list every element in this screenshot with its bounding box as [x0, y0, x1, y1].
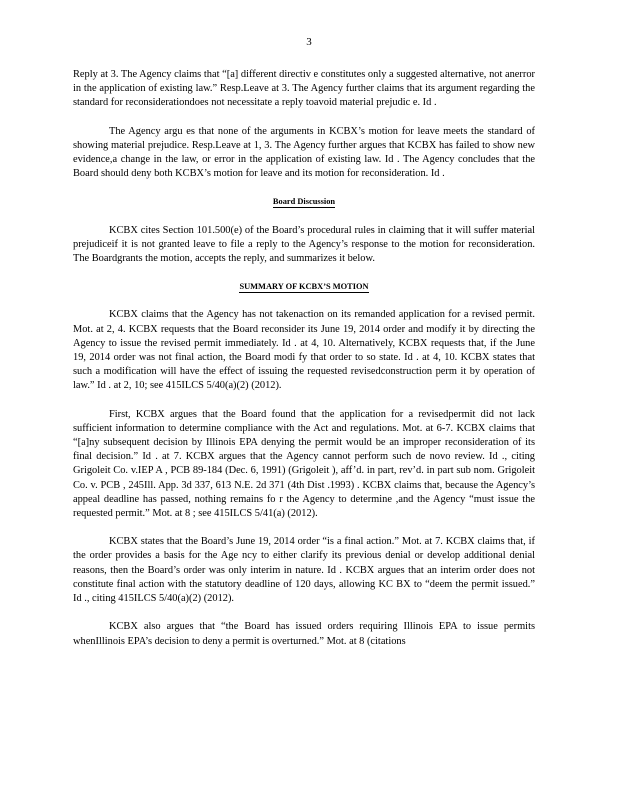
paragraph-kcbx-cites: KCBX cites Section 101.500(e) of the Board’s procedural rules in claiming that it will suffer material prejudiceif it is not granted leave to file a reply to the Agency’s response to the motion for reconsideration. The Boardgrants the motion, accepts the reply, and summarizes it below.	[73, 224, 535, 265]
heading-board-discussion: Board Discussion	[272, 197, 336, 207]
heading-summary-of-motion: SUMMARY OF KCBX’S MOTION	[239, 282, 369, 292]
paragraph-kcbx-claims: KCBX claims that the Agency has not takenaction on its remanded application for a revised permit. Mot. at 2, 4. KCBX requests that the Board reconsider its June 19, 2014 order and modify it by directing the Agency to issue the revised permit immediately. Id . at 4, 10. Alternatively, KCBX requests that, if the June 19, 2014 order was not final action, the Board modi fy that order to so state. Id . at 4, 10. KCBX states that such a modification will have the effect of issuing the requested revisedconstruction perm it by operation of law.” Id . at 2, 10; see 415ILCS 5/40(a)(2) (2012).	[73, 309, 535, 392]
paragraph-agency-argues: The Agency argu es that none of the arguments in KCBX’s motion for leave meets the standard of showing material prejudice. Resp.Leave at 1, 3. The Agency further argues that KCBX has failed to show new evidence,a change in the law, or error in the application of existing law. Id . The Agency concludes that the Board should deny both KCBX’s motion for leave and its motion for reconsideration. Id .	[73, 125, 535, 180]
paragraph-board-orders: KCBX also argues that “the Board has issued orders requiring Illinois EPA to issue permits whenIllinois EPA’s decision to deny a permit is overturned.” Mot. at 8 (citations	[73, 621, 535, 647]
paragraph-first-argument: First, KCBX argues that the Board found that the application for a revisedpermit did not lack sufficient information to determine compliance with the Act and regulations. Mot. at 6-7. KCBX claims that “[a]ny subsequent decision by Illinois EPA denying the permit would be an improper reconsideration of its final decision.” Id . at 7. KCBX argues that the Agency cannot perform such de novo review. Id ., citing Grigoleit Co. v.IEP A , PCB 89-184 (Dec. 6, 1991) (Grigoleit ), aff’d. in part, rev’d. in part sub nom. Grigoleit Co. v. PCB , 245Ill. App. 3d 337, 613 N.E. 2d 371 (4th Dist .1993) . KCBX claims that, because the Agency’s appeal deadline has passed, nothing remains fo r the Agency to determine ,and the Agency “must issue the requested permit.” Mot. at 8 ; see 415ILCS 5/41(a) (2012).	[73, 408, 535, 520]
paragraph-final-action: KCBX states that the Board’s June 19, 2014 order “is a final action.” Mot. at 7. KCBX claims that, if the order provides a basis for the Age ncy to either clarify its previous denial or develop additional denial reasons, then the Board’s order was only interim in nature. Id . KCBX argues that an interim order does not constitute final action with the statutory deadline of 120 days, allowing KC BX to “deem the permit issued.” Id ., citing 415ILCS 5/40(a)(2) (2012).	[73, 536, 535, 605]
page-number: 3	[306, 36, 312, 48]
document-body	[73, 68, 535, 649]
paragraph-reply-claims: Reply at 3. The Agency claims that “[a] different directiv e constitutes only a suggested alternative, not anerror in the application of existing law.” Resp.Leave at 3. The Agency further claims that its argument regarding the standard for reconsiderationdoes not necessitate a reply toavoid material prejudic e. Id .	[73, 69, 535, 109]
